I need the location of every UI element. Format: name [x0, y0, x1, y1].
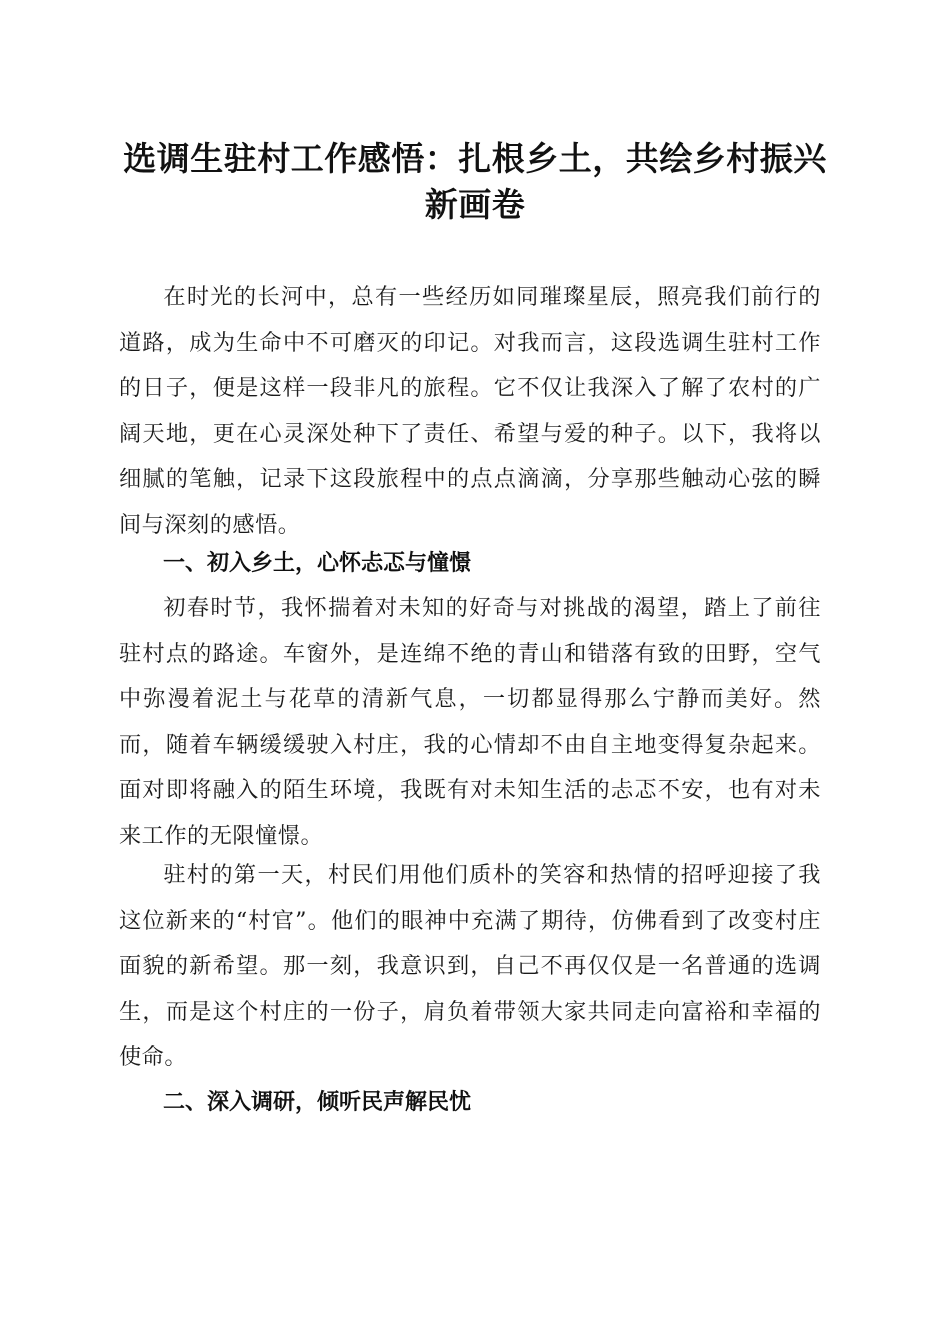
section-heading-2: 二、深入调研，倾听民声解民忧: [163, 1090, 472, 1115]
intro-paragraph: 在时光的长河中，总有一些经历如同璀璨星辰，照亮我们前行的道路，成为生命中不可磨灭的印记。对我而言，这段选调生驻村工作的日子，便是这样一段非凡的旅程。它不仅让我深入了解了农村的广阔天地，更在心灵深处种下了责任、希望与爱的种子。以下，我将以细腻的笔触，记录下这段旅程中的点点滴滴，分享那些触动心弦的瞬间与深刻的感悟。: [119, 284, 821, 538]
document-title: 选调生驻村工作感悟：扎根乡土，共绘乡村振兴新画卷: [123, 139, 827, 224]
section-1-paragraph-1: 初春时节，我怀揣着对未知的好奇与对挑战的渴望，踏上了前往驻村点的路途。车窗外，是连绵不绝的青山和错落有致的田野，空气中弥漫着泥土与花草的清新气息，一切都显得那么宁静而美好。然而，随着车辆缓缓驶入村庄，我的心情却不由自主地变得复杂起来。面对即将融入的陌生环境，我既有对未知生活的忐忑不安，也有对未来工作的无限憧憬。: [119, 595, 821, 849]
section-heading-1: 一、初入乡土，心怀忐忑与憧憬: [163, 551, 472, 576]
section-1-paragraph-2: 驻村的第一天，村民们用他们质朴的笑容和热情的招呼迎接了我这位新来的“村官”。他们的眼神中充满了期待，仿佛看到了改变村庄面貌的新希望。那一刻，我意识到，自己不再仅仅是一名普通的选调生，而是这个村庄的一份子，肩负着带领大家共同走向富裕和幸福的使命。: [119, 862, 821, 1071]
